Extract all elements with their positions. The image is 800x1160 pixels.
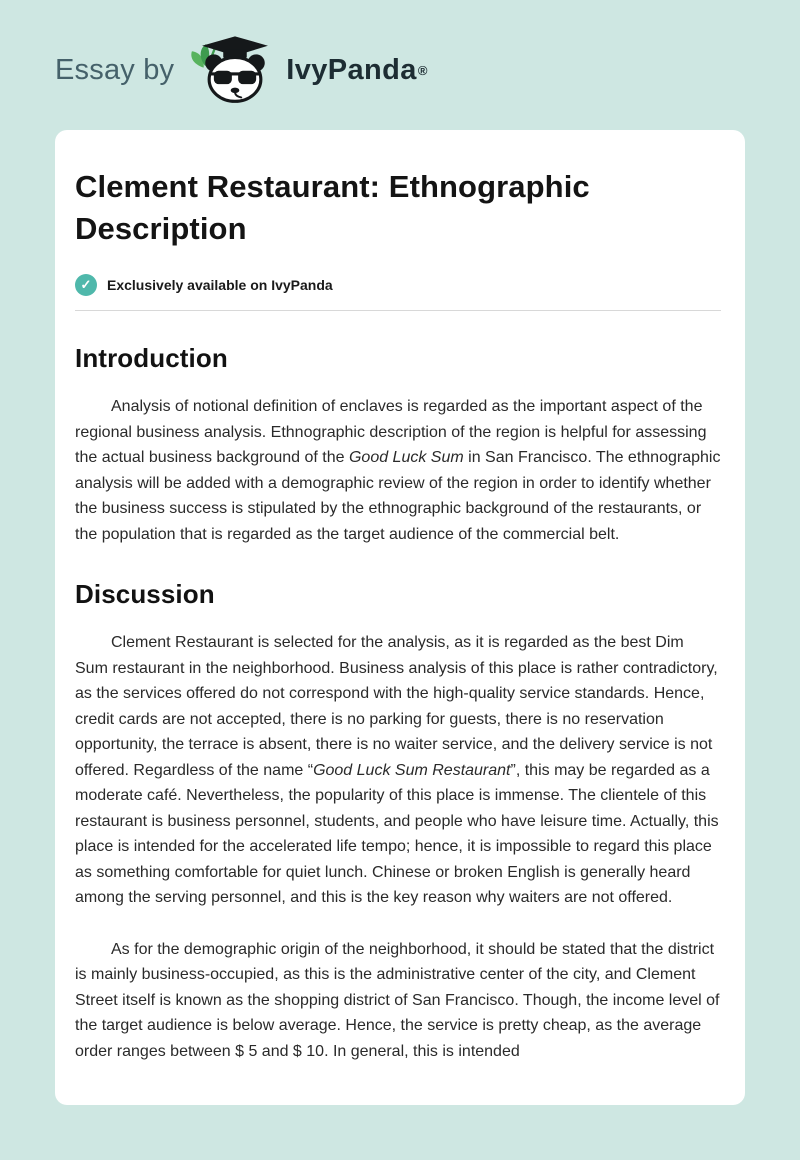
essay-by-label: Essay by xyxy=(55,53,175,86)
section-introduction xyxy=(75,343,721,547)
section-heading-discussion: Discussion xyxy=(75,579,215,609)
panda-logo-icon xyxy=(188,34,282,106)
paragraph: Analysis of notional definition of enclaves is regarded as the important aspect of the regional business analysis. Ethnographic description of the region is helpful for assessing the actual business background of the Good Luck Sum in San Francisco. The ethnographic analysis will be added with a demographic review of the region in order to identify whether the business success is stipulated by the ethnographic background of the restaurants, or the population that is regarded as the target audience of the commercial belt. xyxy=(75,398,721,543)
brand-logo-link[interactable] xyxy=(188,34,427,106)
availability-badge xyxy=(75,274,721,296)
registered-mark: ® xyxy=(417,62,428,78)
essay-card xyxy=(55,130,745,1105)
essay-title: Clement Restaurant: Ethnographic Description xyxy=(75,169,590,246)
brand-name: IvyPanda xyxy=(286,53,417,86)
availability-text: Exclusively available on IvyPanda xyxy=(107,277,333,293)
paragraph: Clement Restaurant is selected for the analysis, as it is regarded as the best Dim Sum restaurant in the neighborhood. Business analysis of this place is rather contradictory, as the services offered do not correspond with the high-quality service standards. Hence, credit cards are not accepted, there is no parking for guests, there is no reservation opportunity, the terrace is absent, there is no waiter service, and the delivery service is not offered. Regardless of the name “Good Luck Sum Restaurant”, this may be regarded as a moderate café. Nevertheless, the popularity of this place is immense. The clientele of this restaurant is business personnel, students, and people who have leisure time. Actually, this place is intended for the accelerated life tempo; hence, it is impossible to regard this place as something comfortable for quiet lunch. Chinese or broken English is generally heard among the serving personnel, and this is the key reason why waiters are not offered. xyxy=(75,634,719,906)
check-icon: ✓ xyxy=(75,274,97,296)
site-header xyxy=(0,0,800,130)
paragraph: As for the demographic origin of the neighborhood, it should be stated that the district is mainly business-occupied, as this is the administrative center of the city, and Clement Street itself is known as the shopping district of San Francisco. Though, the income level of the target audience is below average. Hence, the service is pretty cheap, as the average order ranges between $ 5 and $ 10. In general, this is intended xyxy=(75,940,720,1060)
divider xyxy=(75,310,721,311)
section-discussion xyxy=(75,579,721,1064)
section-heading-introduction: Introduction xyxy=(75,343,228,373)
